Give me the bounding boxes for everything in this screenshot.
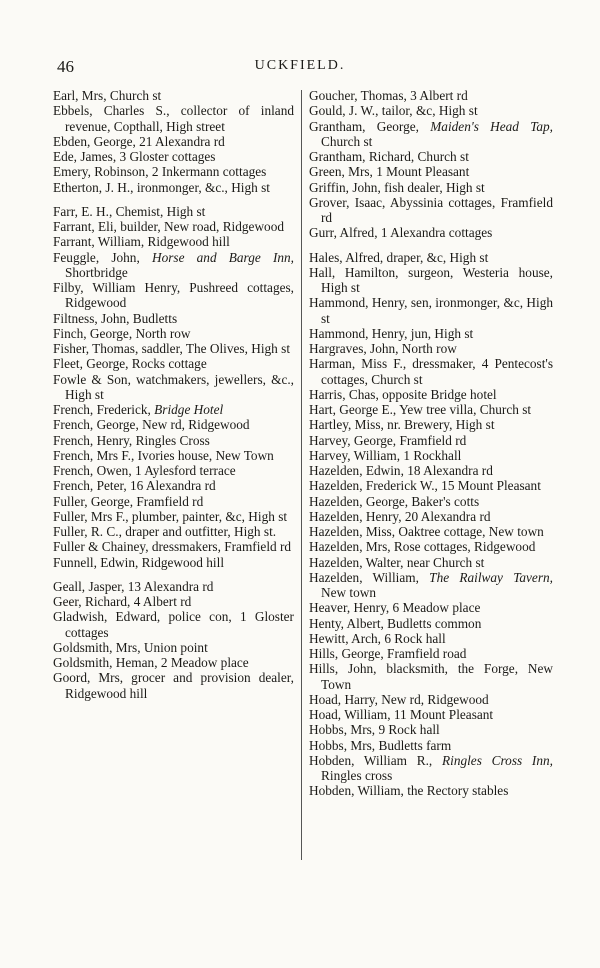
directory-entry xyxy=(309,164,553,179)
directory-entry xyxy=(53,609,294,640)
entry-text: Harvey, George, Framfield rd xyxy=(309,432,467,448)
directory-entry xyxy=(53,579,294,594)
directory-entry xyxy=(309,509,553,524)
directory-entry xyxy=(309,478,553,493)
directory-entry xyxy=(309,225,553,240)
directory-entry xyxy=(53,250,294,281)
directory-entry xyxy=(53,524,294,539)
entry-text: Hazelden, Frederick W., 15 Mount Pleasant xyxy=(309,478,541,494)
directory-entry xyxy=(53,280,294,311)
entry-text: French, Owen, 1 Aylesford terrace xyxy=(53,463,236,478)
entry-text: Hills, George, Framfield road xyxy=(309,646,467,661)
entry-business-name: Maiden's Head Tap, xyxy=(430,118,553,134)
entry-text: Farr, E. H., Chemist, High st xyxy=(53,203,206,219)
entry-text: French, George, New rd, Ridgewood xyxy=(53,417,250,433)
directory-entry xyxy=(53,655,294,670)
entry-text: Hammond, Henry, sen, ironmonger, &c, High st xyxy=(309,295,553,326)
entry-text: Harris, Chas, opposite Bridge hotel xyxy=(309,386,497,402)
directory-entry xyxy=(309,195,553,226)
directory-entry xyxy=(53,594,294,609)
directory-entry xyxy=(53,640,294,655)
entry-text: French, Mrs F., Ivories house, New Town xyxy=(53,447,274,463)
directory-entry xyxy=(309,570,553,601)
entry-text: Harman, Miss F., dressmaker, 4 Pentecost's cottages, Church st xyxy=(309,356,553,387)
page-header xyxy=(0,57,600,77)
directory-entry xyxy=(309,88,553,103)
entry-text: Hartley, Miss, nr. Brewery, High st xyxy=(309,417,495,433)
directory-entry xyxy=(309,600,553,615)
directory-entry xyxy=(309,539,553,554)
entry-text: Hart, George E., Yew tree villa, Church st xyxy=(309,402,532,417)
directory-entry xyxy=(53,88,294,103)
entry-text: Harvey, William, 1 Rockhall xyxy=(309,447,462,463)
directory-entry xyxy=(309,616,553,631)
directory-entry xyxy=(309,524,553,539)
entry-text: Green, Mrs, 1 Mount Pleasant xyxy=(309,164,470,180)
directory-entry xyxy=(309,448,553,463)
entry-text: Grover, Isaac, Abyssinia cottages, Framfield rd xyxy=(309,194,553,225)
entry-text: Griffin, John, fish dealer, High st xyxy=(309,179,485,195)
entry-text: Grantham, George, xyxy=(309,118,431,134)
entry-text: Hazelden, Edwin, 18 Alexandra rd xyxy=(309,463,493,478)
entry-text: Geer, Richard, 4 Albert rd xyxy=(53,594,192,609)
directory-entry xyxy=(309,555,553,570)
directory-entry xyxy=(53,356,294,371)
entry-text: Hobden, William, the Rectory stables xyxy=(309,783,509,799)
entry-text: Hewitt, Arch, 6 Rock hall xyxy=(309,630,446,646)
directory-entry xyxy=(309,295,553,326)
entry-text: Farrant, Eli, builder, New road, Ridgewood xyxy=(53,219,285,234)
directory-entry xyxy=(53,555,294,570)
left-column xyxy=(53,88,294,701)
directory-entry xyxy=(53,204,294,219)
directory-entry xyxy=(53,341,294,356)
directory-entry xyxy=(53,134,294,149)
entry-business-name: Horse and Barge Inn, xyxy=(151,249,294,265)
entry-text: Hazelden, Mrs, Rose cottages, Ridgewood xyxy=(309,539,536,555)
directory-entry xyxy=(309,783,553,798)
directory-entry xyxy=(309,103,553,118)
entry-text-after: Ringles cross xyxy=(321,768,393,783)
entry-text: Filtness, John, Budletts xyxy=(53,310,178,326)
entry-text: Hazelden, George, Baker's cotts xyxy=(309,493,480,509)
entry-text: Hobden, William R., xyxy=(309,752,442,768)
entry-text-after: Church st xyxy=(321,133,373,149)
directory-entry xyxy=(309,180,553,195)
directory-entry xyxy=(53,164,294,179)
directory-entry xyxy=(309,341,553,356)
entry-text: French, Peter, 16 Alexandra rd xyxy=(53,478,216,494)
entry-text: Geall, Jasper, 13 Alexandra rd xyxy=(53,578,214,594)
entry-text: Goldsmith, Heman, 2 Meadow place xyxy=(53,655,249,670)
entry-text: Heaver, Henry, 6 Meadow place xyxy=(309,600,481,616)
entry-text: Goldsmith, Mrs, Union point xyxy=(53,639,208,655)
directory-entry xyxy=(53,326,294,341)
entry-text: Gould, J. W., tailor, &c, High st xyxy=(309,103,478,119)
column-divider xyxy=(301,90,302,860)
entry-text: Hales, Alfred, draper, &c, High st xyxy=(309,249,489,265)
entry-text: Hall, Hamilton, surgeon, Westeria house, High st xyxy=(309,264,553,295)
entry-business-name: The Railway Tavern, xyxy=(429,569,553,585)
entry-text: Etherton, J. H., ironmonger, &c., High st xyxy=(53,179,270,195)
directory-entry xyxy=(309,402,553,417)
entry-text-after: Shortbridge xyxy=(65,264,128,280)
directory-entry xyxy=(309,250,553,265)
directory-entry xyxy=(53,509,294,524)
entry-text: Hobbs, Mrs, 9 Rock hall xyxy=(309,722,440,738)
entry-text: Henty, Albert, Budletts common xyxy=(309,615,482,631)
directory-entry xyxy=(309,326,553,341)
entry-text: Fowle & Son, watchmakers, jewellers, &c., High st xyxy=(53,371,294,402)
directory-entry xyxy=(53,433,294,448)
entry-text: Farrant, William, Ridgewood hill xyxy=(53,234,230,250)
directory-entry xyxy=(53,103,294,134)
entry-text: Funnell, Edwin, Ridgewood hill xyxy=(53,554,225,570)
directory-entry xyxy=(309,631,553,646)
directory-entry xyxy=(53,372,294,403)
directory-entry xyxy=(53,463,294,478)
right-column xyxy=(309,88,553,799)
entry-business-name: Bridge Hotel xyxy=(154,402,224,417)
entry-text: Emery, Robinson, 2 Inkermann cottages xyxy=(53,164,267,180)
directory-entry xyxy=(309,738,553,753)
entry-text: Filby, William Henry, Pushreed cottages, Ridgewood xyxy=(53,280,294,311)
directory-entry xyxy=(53,539,294,554)
entry-text: Ede, James, 3 Gloster cottages xyxy=(53,149,216,164)
directory-entry xyxy=(53,478,294,493)
entry-text: Gurr, Alfred, 1 Alexandra cottages xyxy=(309,225,493,241)
directory-entry xyxy=(309,463,553,478)
directory-entry xyxy=(309,356,553,387)
entry-text: Hazelden, William, xyxy=(309,569,430,585)
entry-business-name: Ringles Cross Inn, xyxy=(442,752,553,768)
entry-text: Fuller, George, Framfield rd xyxy=(53,493,204,509)
entry-text: Feuggle, John, xyxy=(53,249,152,265)
directory-entry xyxy=(309,417,553,432)
entry-text: Fuller & Chainey, dressmakers, Framfield rd xyxy=(53,539,292,555)
entry-text: Goord, Mrs, grocer and provision dealer, Ridgewood hill xyxy=(53,670,294,701)
entry-text: Ebden, George, 21 Alexandra rd xyxy=(53,133,225,149)
directory-entry xyxy=(309,707,553,722)
directory-entry xyxy=(309,149,553,164)
directory-entry xyxy=(53,180,294,195)
directory-entry xyxy=(53,311,294,326)
entry-text: Gladwish, Edward, police con, 1 Gloster cottages xyxy=(53,609,294,640)
entry-text: Hills, John, blacksmith, the Forge, New Town xyxy=(309,661,553,692)
entry-text: Ebbels, Charles S., collector of inland revenue, Copthall, High street xyxy=(53,103,294,134)
entry-text: Hazelden, Miss, Oaktree cottage, New town xyxy=(309,524,544,539)
directory-entry xyxy=(53,417,294,432)
directory-entry xyxy=(53,219,294,234)
directory-entry xyxy=(53,494,294,509)
directory-entry xyxy=(53,670,294,701)
directory-entry xyxy=(53,149,294,164)
entry-text: Fuller, R. C., draper and outfitter, High st. xyxy=(53,524,277,539)
page-number: 46 xyxy=(57,57,74,76)
entry-text: Earl, Mrs, Church st xyxy=(53,88,162,103)
directory-entry xyxy=(309,387,553,402)
entry-text: Hammond, Henry, jun, High st xyxy=(309,325,474,341)
entry-text: Hazelden, Henry, 20 Alexandra rd xyxy=(309,508,491,524)
directory-entry xyxy=(309,494,553,509)
directory-entry xyxy=(309,692,553,707)
entry-text: Hargraves, John, North row xyxy=(309,341,457,356)
directory-entry xyxy=(53,234,294,249)
entry-text: French, Henry, Ringles Cross xyxy=(53,432,210,448)
directory-entry xyxy=(309,661,553,692)
entry-text: Hoad, Harry, New rd, Ridgewood xyxy=(309,691,489,707)
entry-text: Goucher, Thomas, 3 Albert rd xyxy=(309,88,468,103)
entry-text: Fuller, Mrs F., plumber, painter, &c, High st xyxy=(53,508,288,524)
entry-text: Fleet, George, Rocks cottage xyxy=(53,356,207,372)
entry-text: Hoad, William, 11 Mount Pleasant xyxy=(309,707,494,722)
entry-text: French, Frederick, xyxy=(53,402,155,417)
directory-entry xyxy=(309,722,553,737)
directory-entry xyxy=(309,646,553,661)
entry-text-after: New town xyxy=(321,585,377,600)
entry-text: Hazelden, Walter, near Church st xyxy=(309,554,485,570)
directory-entry xyxy=(309,265,553,296)
directory-entry xyxy=(53,448,294,463)
directory-entry xyxy=(309,119,553,150)
directory-entry xyxy=(309,753,553,784)
entry-text: Hobbs, Mrs, Budletts farm xyxy=(309,737,452,753)
running-head: UCKFIELD. xyxy=(254,58,346,73)
entry-text: Fisher, Thomas, saddler, The Olives, High st xyxy=(53,341,291,356)
directory-entry xyxy=(309,433,553,448)
entry-text: Grantham, Richard, Church st xyxy=(309,149,469,164)
entry-text: Finch, George, North row xyxy=(53,325,191,341)
directory-entry xyxy=(53,402,294,417)
